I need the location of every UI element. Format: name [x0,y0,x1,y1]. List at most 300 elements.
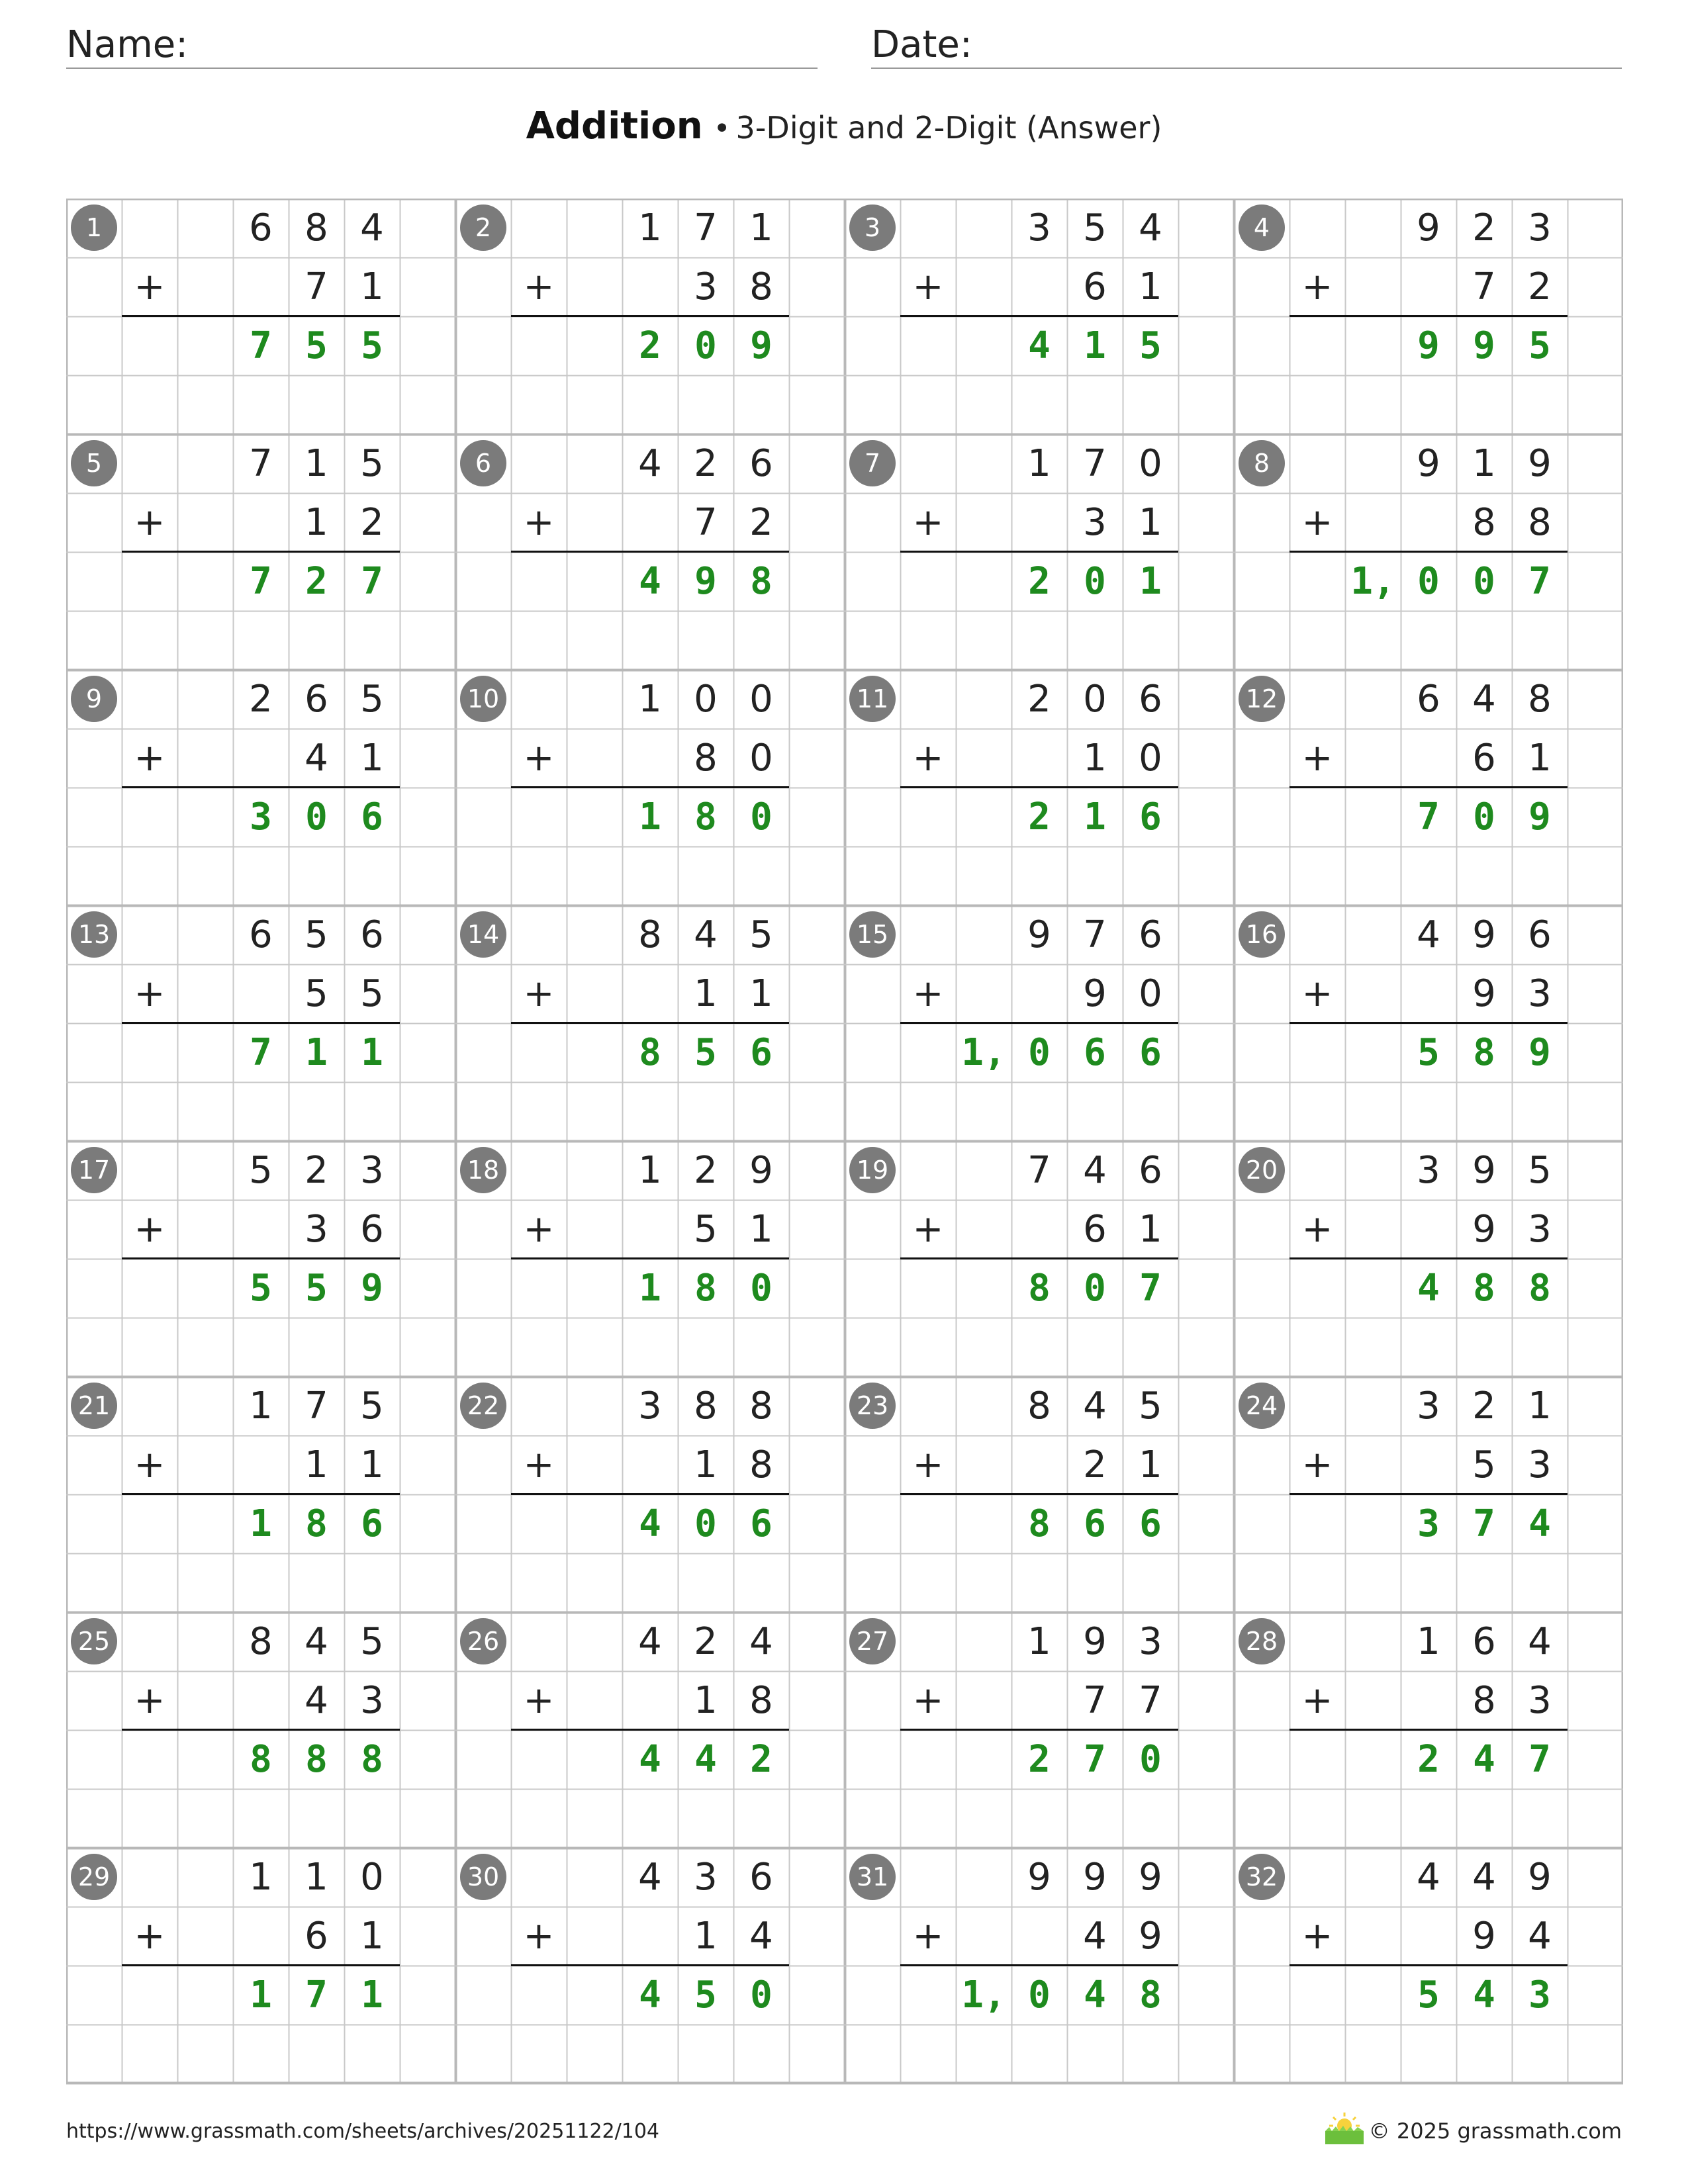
answer-digit: 6 [1139,796,1162,839]
answer-digit: 8 [1528,1267,1551,1310]
addend-bottom-digit: 6 [1083,1208,1107,1251]
addend-bottom-digit: 1 [360,1915,384,1958]
addend-bottom-digit: 7 [1139,1679,1162,1722]
addend-bottom-digit: 2 [360,501,384,544]
addend-bottom-digit: 1 [1083,737,1107,780]
answer-digit: 0 [750,796,773,839]
addend-top-digit: 6 [1417,678,1440,721]
addend-bottom-digit: 9 [1472,1915,1496,1958]
plus-sign: + [523,1679,555,1722]
addend-bottom-digit: 8 [1528,501,1552,544]
answer-digit: 0 [1473,560,1495,603]
addend-top-digit: 9 [1528,442,1552,485]
addend-bottom-digit: 3 [305,1208,328,1251]
addend-top-digit: 9 [1472,913,1496,956]
answer-digit: 9 [694,560,717,603]
answer-digit: 6 [750,1031,773,1074]
answer-digit: 8 [694,1267,717,1310]
addend-bottom-digit: 8 [749,265,773,308]
addend-bottom-digit: 1 [1139,501,1162,544]
addend-top-digit: 1 [1472,442,1496,485]
addend-top-digit: 8 [638,913,662,956]
plus-sign: + [912,1443,944,1486]
plus-sign: + [134,1679,165,1722]
addend-top-digit: 5 [249,1149,273,1192]
plus-sign: + [1301,265,1333,308]
answer-digit: 8 [1028,1502,1051,1545]
addend-bottom-digit: 9 [1472,972,1496,1015]
addend-top-digit: 5 [360,678,384,721]
addend-bottom-digit: 6 [360,1208,384,1251]
addend-top-digit: 4 [638,1620,662,1663]
addend-top-digit: 8 [1027,1385,1051,1428]
name-field[interactable] [66,24,818,69]
plus-sign: + [912,1679,944,1722]
answer-digit: 5 [250,1267,272,1310]
addend-bottom-digit: 8 [749,1679,773,1722]
answer-digit: 1 [250,1502,272,1545]
addend-bottom-digit: 1 [305,1443,328,1486]
answer-digit: 5 [1417,1974,1440,2017]
addend-top-digit: 9 [1417,206,1440,250]
answer-digit: 3 [1417,1502,1440,1545]
problem-number-badge: 17 [71,1147,117,1193]
addend-top-digit: 1 [1417,1620,1440,1663]
addend-top-digit: 3 [360,1149,384,1192]
answer-digit: 0 [694,324,717,367]
addend-top-digit: 1 [1528,1385,1552,1428]
problem-number-badge: 22 [460,1383,506,1429]
addend-top-digit: 4 [360,206,384,250]
answer-digit: 0 [750,1974,773,2017]
addend-top-digit: 7 [1027,1149,1051,1192]
addend-bottom-digit: 3 [360,1679,384,1722]
answer-digit: 6 [1084,1031,1106,1074]
plus-sign: + [134,1443,165,1486]
addend-top-digit: 1 [638,206,662,250]
addend-bottom-digit: 3 [1528,1679,1552,1722]
problem-number-badge: 32 [1239,1854,1285,1900]
addend-bottom-digit: 0 [1139,737,1162,780]
footer-copyright: © 2025 grassmath.com [1368,2118,1622,2144]
addend-top-digit: 4 [1472,1856,1496,1899]
plus-sign: + [134,501,165,544]
addend-bottom-digit: 3 [1083,501,1107,544]
addend-top-digit: 5 [360,1620,384,1663]
addend-bottom-digit: 1 [1528,737,1552,780]
addend-top-digit: 6 [1472,1620,1496,1663]
answer-digit: 4 [1084,1974,1106,2017]
answer-digit: 5 [1528,324,1551,367]
problem-number-badge: 4 [1239,205,1285,251]
plus-sign: + [912,1915,944,1958]
addend-bottom-digit: 7 [1083,1679,1107,1722]
answer-digit: 4 [1028,324,1051,367]
answer-digit: 7 [250,324,272,367]
answer-digit: 2 [1028,560,1051,603]
addend-top-digit: 6 [249,206,273,250]
answer-digit: 8 [250,1738,272,1781]
answer-digit: 4 [1417,1267,1440,1310]
answer-digit: 0 [1084,560,1106,603]
answer-digit: 6 [361,796,383,839]
plus-sign: + [912,265,944,308]
answer-digit: 2 [305,560,328,603]
addend-top-digit: 9 [1417,442,1440,485]
answer-digit: 8 [639,1031,661,1074]
plus-sign: + [523,972,555,1015]
answer-digit: 1 [361,1974,383,2017]
title-separator: • [713,112,731,146]
plus-sign: + [134,737,165,780]
problem-number-badge: 5 [71,440,117,486]
addend-bottom-digit: 1 [749,1208,773,1251]
addend-top-digit: 8 [1528,678,1552,721]
problem-number-badge: 16 [1239,911,1285,958]
problem-number-badge: 14 [460,911,506,958]
addend-bottom-digit: 2 [749,501,773,544]
answer-digit: 6 [361,1502,383,1545]
problem-number-badge: 31 [849,1854,896,1900]
problem-number-badge: 8 [1239,440,1285,486]
plus-sign: + [912,737,944,780]
answer-digit: 4 [639,1974,661,2017]
answer-digit: 5 [694,1031,717,1074]
plus-sign: + [1301,1915,1333,1958]
plus-sign: + [134,265,165,308]
plus-sign: + [134,972,165,1015]
addend-top-digit: 3 [1027,206,1051,250]
problem-number-badge: 21 [71,1383,117,1429]
answer-digit: 8 [1473,1267,1495,1310]
answer-digit: 8 [694,796,717,839]
problem-number-badge: 29 [71,1854,117,1900]
answer-digit: 4 [639,1738,661,1781]
addend-top-digit: 7 [694,206,718,250]
addend-bottom-digit: 3 [694,265,718,308]
addend-top-digit: 0 [1083,678,1107,721]
answer-digit: 5 [361,324,383,367]
problem-number-badge: 6 [460,440,506,486]
addend-top-digit: 2 [1027,678,1051,721]
problem-number-badge: 28 [1239,1618,1285,1664]
answer-digit: 1 [250,1974,272,2017]
addend-top-digit: 2 [694,1620,718,1663]
addend-top-digit: 1 [249,1856,273,1899]
addend-bottom-digit: 4 [749,1915,773,1958]
answer-digit: 8 [305,1502,328,1545]
answer-digit: 6 [1139,1502,1162,1545]
answer-digit: 2 [639,324,661,367]
answer-digit: 4 [1473,1974,1495,2017]
problem-number-badge: 7 [849,440,896,486]
plus-sign: + [523,737,555,780]
answer-digit: 7 [250,560,272,603]
answer-digit: 6 [1139,1031,1162,1074]
addend-bottom-digit: 4 [305,1679,328,1722]
addend-top-digit: 1 [305,442,328,485]
problem-number-badge: 10 [460,676,506,722]
answer-digit: 0 [1473,796,1495,839]
answer-digit: 0 [1417,560,1440,603]
answer-digit: 1 [639,796,661,839]
addend-top-digit: 8 [694,1385,718,1428]
addend-top-digit: 8 [249,1620,273,1663]
addend-top-digit: 0 [360,1856,384,1899]
answer-digit: 8 [1028,1267,1051,1310]
addend-top-digit: 5 [305,913,328,956]
addend-bottom-digit: 1 [694,1915,718,1958]
date-field[interactable] [871,24,1622,69]
answer-digit: 1 [639,1267,661,1310]
addend-bottom-digit: 1 [749,972,773,1015]
addend-bottom-digit: 9 [1083,972,1107,1015]
plus-sign: + [1301,1208,1333,1251]
addend-top-digit: 9 [1528,1856,1552,1899]
answer-digit: 5 [1417,1031,1440,1074]
addend-bottom-digit: 1 [305,501,328,544]
addend-bottom-digit: 1 [694,1679,718,1722]
addend-top-digit: 3 [638,1385,662,1428]
addend-bottom-digit: 1 [1139,1208,1162,1251]
plus-sign: + [1301,972,1333,1015]
addend-bottom-digit: 4 [1528,1915,1552,1958]
addend-bottom-digit: 8 [749,1443,773,1486]
answer-digit: 8 [1139,1974,1162,2017]
problem-number-badge: 9 [71,676,117,722]
answer-digit: 0 [1084,1267,1106,1310]
addend-top-digit: 1 [638,1149,662,1192]
problem-number-badge: 26 [460,1618,506,1664]
plus-sign: + [1301,1679,1333,1722]
addend-bottom-digit: 3 [1528,1208,1552,1251]
addend-top-digit: 3 [694,1856,718,1899]
addend-bottom-digit: 6 [305,1915,328,1958]
answer-digit: 1, [1350,560,1395,603]
addend-top-digit: 2 [1472,1385,1496,1428]
answer-digit: 5 [1139,324,1162,367]
plus-sign: + [912,1208,944,1251]
title-main: Addition [526,105,703,148]
plus-sign: + [1301,1443,1333,1486]
plus-sign: + [912,501,944,544]
addend-top-digit: 0 [749,678,773,721]
addend-top-digit: 6 [1139,913,1162,956]
answer-digit: 8 [361,1738,383,1781]
answer-digit: 7 [361,560,383,603]
addend-bottom-digit: 8 [694,737,718,780]
addend-bottom-digit: 7 [694,501,718,544]
answer-digit: 4 [1528,1502,1551,1545]
problem-number-badge: 13 [71,911,117,958]
plus-sign: + [523,501,555,544]
answer-digit: 4 [1473,1738,1495,1781]
answer-digit: 0 [1028,1974,1051,2017]
addend-top-digit: 9 [1027,913,1051,956]
answer-digit: 8 [750,560,773,603]
addend-top-digit: 4 [749,1620,773,1663]
answer-digit: 7 [1084,1738,1106,1781]
addend-top-digit: 1 [1027,442,1051,485]
answer-digit: 5 [694,1974,717,2017]
footer-url: https://www.grassmath.com/sheets/archives/20251122/104 [66,2120,660,2143]
answer-digit: 7 [1528,560,1551,603]
addend-top-digit: 1 [1027,1620,1051,1663]
addend-top-digit: 6 [749,442,773,485]
problem-number-badge: 30 [460,1854,506,1900]
addend-bottom-digit: 7 [305,265,328,308]
answer-digit: 3 [1528,1974,1551,2017]
addend-top-digit: 6 [1139,678,1162,721]
addend-bottom-digit: 4 [1083,1915,1107,1958]
addend-top-digit: 6 [360,913,384,956]
addend-top-digit: 4 [1417,913,1440,956]
addend-top-digit: 7 [249,442,273,485]
addend-top-digit: 1 [638,678,662,721]
addend-top-digit: 1 [749,206,773,250]
addend-top-digit: 6 [249,913,273,956]
answer-digit: 0 [1028,1031,1051,1074]
addend-top-digit: 4 [1472,678,1496,721]
addend-bottom-digit: 1 [694,972,718,1015]
answer-digit: 0 [694,1502,717,1545]
problem-number-badge: 24 [1239,1383,1285,1429]
answer-digit: 8 [305,1738,328,1781]
answer-digit: 5 [305,324,328,367]
addend-top-digit: 2 [694,442,718,485]
addend-top-digit: 4 [305,1620,328,1663]
addend-top-digit: 9 [749,1149,773,1192]
addend-top-digit: 1 [305,1856,328,1899]
problem-number-badge: 18 [460,1147,506,1193]
plus-sign: + [134,1208,165,1251]
addend-bottom-digit: 3 [1528,1443,1552,1486]
answer-digit: 1 [1084,796,1106,839]
answer-digit: 0 [750,1267,773,1310]
answer-digit: 2 [1028,796,1051,839]
addend-bottom-digit: 9 [1472,1208,1496,1251]
addend-top-digit: 8 [305,206,328,250]
addend-top-digit: 7 [1083,442,1107,485]
title-subtitle: 3-Digit and 2-Digit (Answer) [735,110,1162,146]
plus-sign: + [134,1915,165,1958]
grass-sun-logo-icon [1323,2111,1366,2146]
addend-top-digit: 9 [1472,1149,1496,1192]
answer-digit: 7 [1473,1502,1495,1545]
addend-top-digit: 6 [749,1856,773,1899]
answer-digit: 6 [750,1502,773,1545]
addend-bottom-digit: 1 [1139,1443,1162,1486]
answer-digit: 1, [961,1974,1006,2017]
addend-bottom-digit: 1 [360,737,384,780]
addend-top-digit: 4 [694,913,718,956]
answer-digit: 7 [305,1974,328,2017]
addend-top-digit: 2 [249,678,273,721]
answer-digit: 3 [250,796,272,839]
answer-digit: 4 [639,560,661,603]
addend-bottom-digit: 5 [360,972,384,1015]
worksheet-title [0,105,1688,148]
answer-digit: 2 [1417,1738,1440,1781]
answer-digit: 1 [361,1031,383,1074]
problem-number-badge: 19 [849,1147,896,1193]
problem-number-badge: 25 [71,1618,117,1664]
problem-number-badge: 23 [849,1383,896,1429]
addend-bottom-digit: 5 [305,972,328,1015]
addend-top-digit: 3 [1528,206,1552,250]
addend-top-digit: 4 [1083,1149,1107,1192]
problem-number-badge: 2 [460,205,506,251]
addend-top-digit: 3 [1139,1620,1162,1663]
answer-digit: 1 [1139,560,1162,603]
addend-bottom-digit: 8 [1472,1679,1496,1722]
addend-top-digit: 3 [1417,1385,1440,1428]
addend-bottom-digit: 1 [1139,265,1162,308]
problem-number-badge: 20 [1239,1147,1285,1193]
problem-grid [66,199,1623,2086]
addend-bottom-digit: 2 [1528,265,1552,308]
answer-digit: 0 [305,796,328,839]
addend-bottom-digit: 6 [1083,265,1107,308]
addend-bottom-digit: 0 [1139,972,1162,1015]
addend-top-digit: 9 [1139,1856,1162,1899]
addend-top-digit: 4 [1528,1620,1552,1663]
addend-top-digit: 4 [638,1856,662,1899]
answer-digit: 6 [1084,1502,1106,1545]
problem-number-badge: 15 [849,911,896,958]
addend-top-digit: 9 [1083,1856,1107,1899]
addend-top-digit: 7 [1083,913,1107,956]
answer-digit: 8 [1473,1031,1495,1074]
addend-top-digit: 5 [1528,1149,1552,1192]
addend-top-digit: 2 [694,1149,718,1192]
plus-sign: + [523,1208,555,1251]
plus-sign: + [912,972,944,1015]
plus-sign: + [1301,737,1333,780]
addend-bottom-digit: 5 [694,1208,718,1251]
addend-bottom-digit: 1 [360,265,384,308]
plus-sign: + [523,1443,555,1486]
date-label: Date: [871,23,972,66]
answer-digit: 9 [1417,324,1440,367]
problem-number-badge: 27 [849,1618,896,1664]
addend-top-digit: 5 [360,442,384,485]
addend-bottom-digit: 6 [1472,737,1496,780]
addend-top-digit: 4 [1083,1385,1107,1428]
addend-top-digit: 5 [360,1385,384,1428]
problem-number-badge: 1 [71,205,117,251]
answer-digit: 4 [694,1738,717,1781]
answer-digit: 7 [1139,1267,1162,1310]
addend-top-digit: 3 [1417,1149,1440,1192]
addend-top-digit: 6 [305,678,328,721]
answer-digit: 5 [305,1267,328,1310]
plus-sign: + [523,265,555,308]
answer-digit: 1 [1084,324,1106,367]
answer-digit: 9 [1473,324,1495,367]
answer-digit: 7 [1417,796,1440,839]
answer-digit: 7 [1528,1738,1551,1781]
answer-digit: 9 [1528,1031,1551,1074]
addend-top-digit: 2 [305,1149,328,1192]
answer-digit: 2 [1028,1738,1051,1781]
addend-bottom-digit: 8 [1472,501,1496,544]
answer-digit: 0 [1139,1738,1162,1781]
addend-top-digit: 7 [305,1385,328,1428]
problem-number-badge: 3 [849,205,896,251]
addend-bottom-digit: 2 [1083,1443,1107,1486]
addend-top-digit: 4 [1139,206,1162,250]
